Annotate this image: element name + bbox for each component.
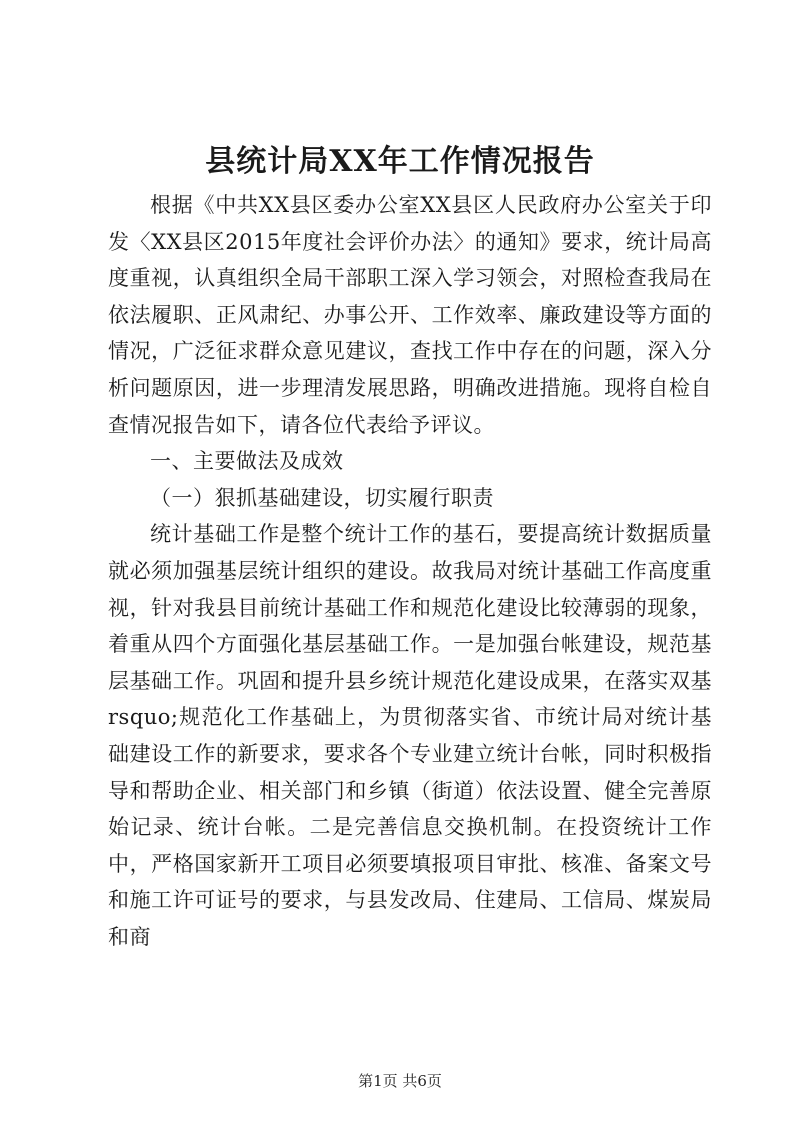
body-paragraph: 统计基础工作是整个统计工作的基石，要提高统计数据质量就必须加强基层统计组织的建设。故我局对统计基础工作高度重视，针对我县目前统计基础工作和规范化建设比较薄弱的现象，着重从四个方面强化基层基础工作。一是加强台帐建设，规范基层基础工作。巩固和提升县乡统计规范化建设成果，在落实双基rsquo;规范化工作基础上，为贯彻落实省、市统计局对统计基础建设工作的新要求，要求各个专业建立统计台帐，同时积极指导和帮助企业、相关部门和乡镇（街道）依法设置、健全完善原始记录、统计台帐。二是完善信息交换机制。在投资统计工作中，严格国家新开工项目必须要填报项目审批、核准、备案文号和施工许可证号的要求，与县发改局、住建局、工信局、煤炭局和商 [108,522,712,949]
document-body [108,187,712,955]
document-title: 县统计局XX年工作情况报告 [205,144,595,179]
subsection-heading: （一）狠抓基础建设，切实履行职责 [150,485,494,510]
intro-paragraph: 根据《中共XX县区委办公室XX县区人民政府办公室关于印发〈XX县区2015年度社会评价办法〉的通知》要求，统计局高度重视，认真组织全局干部职工深入学习领会，对照检查我局在依法履职、正风肃纪、办事公开、工作效率、廉政建设等方面的情况，广泛征求群众意见建议，查找工作中存在的问题，深入分析问题原因，进一步理清发展思路，明确改进措施。现将自检自查情况报告如下，请各位代表给予评议。 [108,193,712,437]
section-heading: 一、主要做法及成效 [150,449,344,474]
page-number-footer: 第1页 共6页 [358,1072,442,1090]
